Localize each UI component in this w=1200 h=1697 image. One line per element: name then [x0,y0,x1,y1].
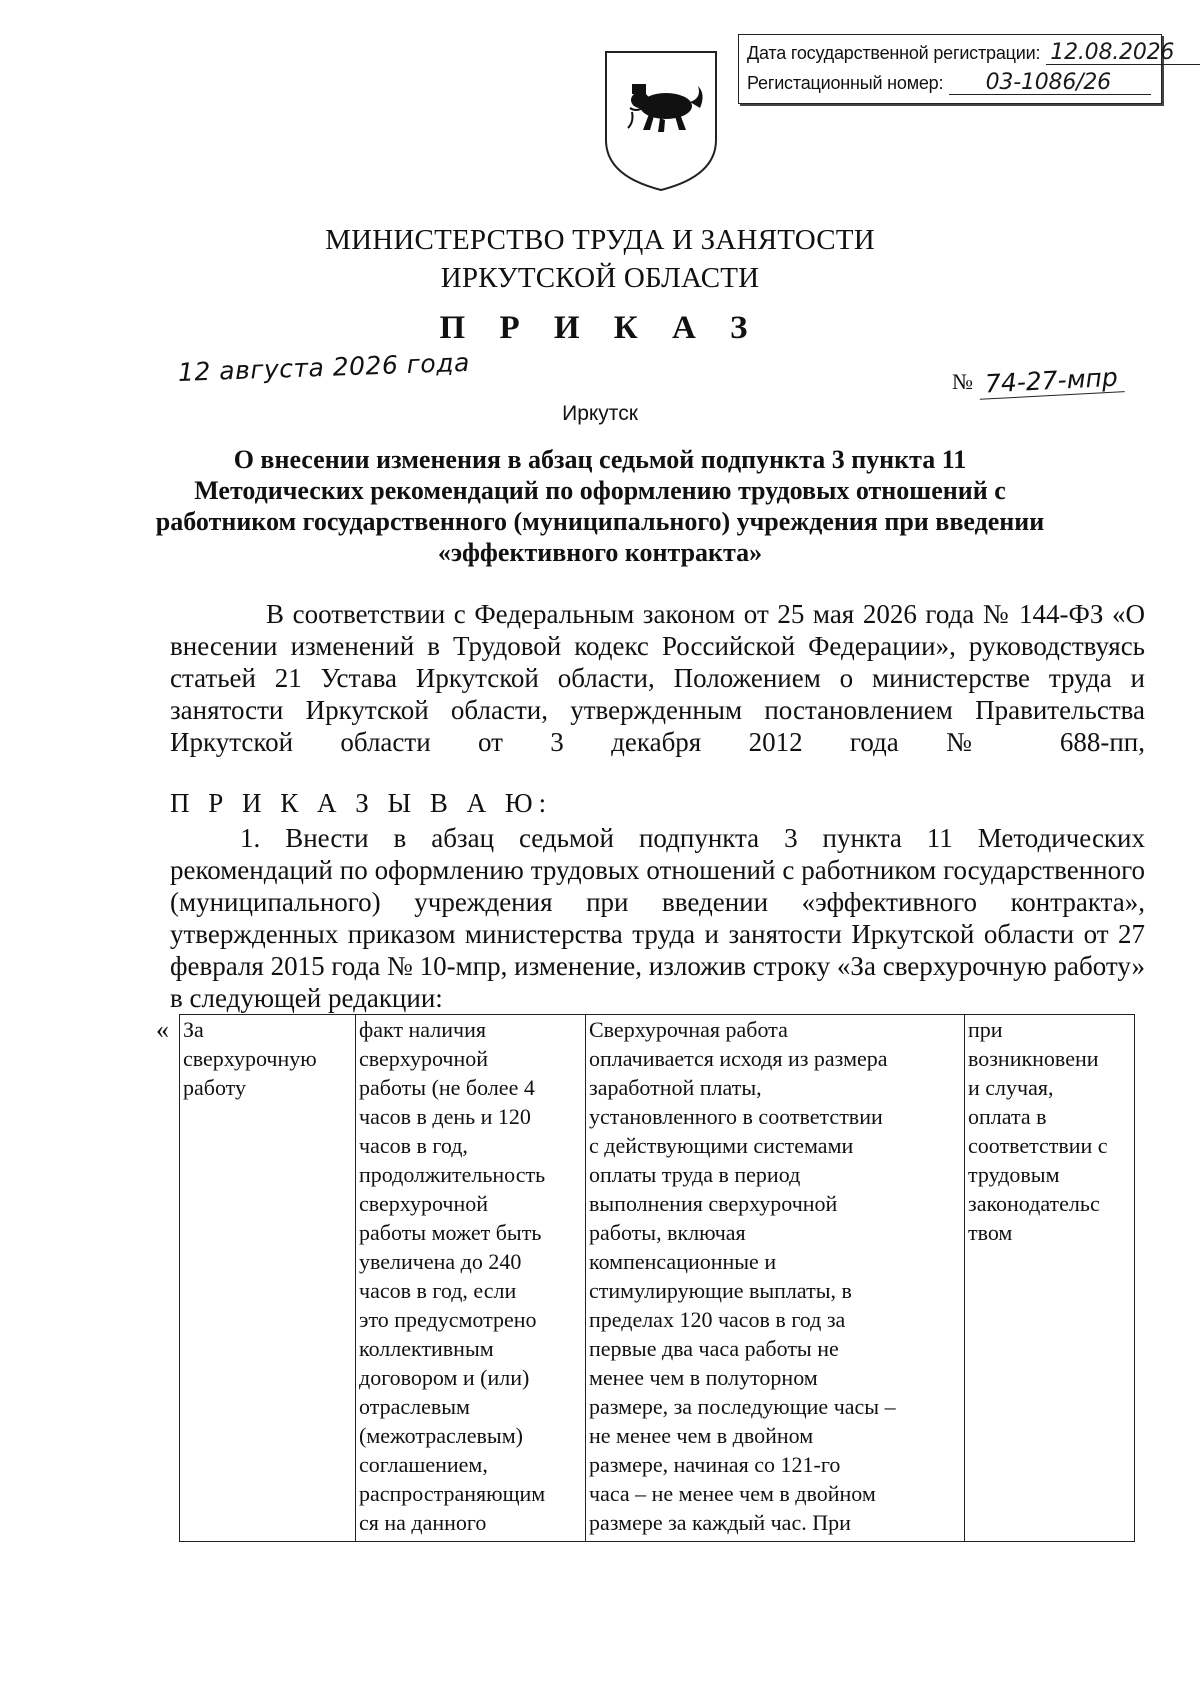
table-cell-line: ся на данного [359,1510,487,1535]
table-cell-line: сверхурочную [183,1046,317,1071]
table-cell-line: увеличена до 240 [359,1249,522,1274]
registration-number-value: 03-1086/26 [949,72,1151,95]
table-cell-line: (межотраслевым) [359,1423,523,1448]
table-cell-line: стимулирующие выплаты, в [589,1278,852,1303]
table-cell-line: размере за каждый час. При [589,1510,851,1535]
table-cell-line: сверхурочной [359,1191,488,1216]
registration-date-row [747,42,1200,65]
table-cell-line: сверхурочной [359,1046,488,1071]
order-subject-line: работником государственного (муниципального) учреждения при введении [155,507,1045,536]
city-name: Иркутск [562,402,638,425]
table-cell-line: и случая, [968,1075,1054,1100]
order-word: П Р И К А З Ы В А Ю: [170,788,553,818]
preamble-paragraph: В соответствии с Федеральным законом от 25 мая 2026 года № 144-ФЗ «О внесении изменений в Трудовой кодекс Российской Федерации», руководствуясь статьей 21 Устава Иркутской области, Положением о министерстве труда и занятости Иркутской области, утвержденным постановлением Правительства Иркутской области от 3 декабря 2012 года № 688-пп, [170,599,1145,757]
ministry-name-line2: ИРКУТСКОЙ ОБЛАСТИ [440,262,760,294]
table-cell-line: размере, начиная со 121-го [589,1452,841,1477]
table-cell-line: Сверхурочная работа [589,1017,788,1042]
table-cell-line: заработной платы, [589,1075,762,1100]
registration-stamp [738,34,1175,104]
table-cell-line: установленного в соответствии [589,1104,883,1129]
table-cell-line: За [183,1017,204,1042]
table-cell-line: первые два часа работы не [589,1336,839,1361]
order-subject-line: «эффективного контракта» [437,538,763,567]
table-cell-conditions [356,1015,586,1542]
table-cell-line: работы (не более 4 [359,1075,535,1100]
table-cell-line: это предусмотрено [359,1307,537,1332]
registration-date-label: Дата государственной регистрации: [747,43,1041,63]
ministry-name-line1: МИНИСТЕРСТВО ТРУДА И ЗАНЯТОСТИ [325,224,875,256]
table-cell-line: размере, за последующие часы – [589,1394,896,1419]
registration-number-row [747,72,1151,95]
table-cell-line: продолжительность [359,1162,546,1187]
table-cell-line: не менее чем в двойном [589,1423,814,1448]
amendment-table [179,1014,1135,1542]
table-cell-line: соответствии с [968,1133,1108,1158]
table-cell-line: трудовым [968,1162,1060,1187]
order-number-handwritten: 74-27-мпр [978,362,1124,400]
table-cell-periodicity [965,1015,1135,1542]
table-cell-line: работу [183,1075,246,1100]
table-cell-payment-type [180,1015,356,1542]
order-subject-line: О внесении изменения в абзац седьмой подпункта 3 пункта 11 [233,445,967,474]
order-number-prefix: № [952,369,973,394]
table-cell-line: распространяющим [359,1481,546,1506]
order-subject-line: Методических рекомендаций по оформлению трудовых отношений с [194,476,1006,505]
table-cell-line: часов в день и 120 [359,1104,531,1129]
table-cell-line: пределах 120 часов в год за [589,1307,846,1332]
table-cell-line: оплаты труда в период [589,1162,801,1187]
table-cell-line: договором и (или) [359,1365,530,1390]
table-cell-line: факт наличия [359,1017,486,1042]
item-1-paragraph: 1. Внести в абзац седьмой подпункта 3 пункта 11 Методических рекомендаций по оформлению трудовых отношений с работником государственного (муниципального) учреждения при введении «эффективного контракта», утвержденных приказом министерства труда и занятости Иркутской области от 27 февраля 2015 года № 10-мпр, изменение, изложив строку «За сверхурочную работу» в следующей редакции: [170,823,1145,1013]
table-cell-line: компенсационные и [589,1249,777,1274]
table-cell-line: часа – не менее чем в двойном [589,1481,876,1506]
table-cell-line: законодательс [968,1191,1100,1216]
registration-date-value: 12.08.2026 [1046,42,1200,65]
table-cell-line: с действующими системами [589,1133,854,1158]
order-date-handwritten: 12 августа 2026 года [177,347,471,387]
table-cell-line: твом [968,1220,1013,1245]
table-cell-line: оплачивается исходя из размера [589,1046,888,1071]
table-cell-line: часов в год, [359,1133,468,1158]
table-cell-line: коллективным [359,1336,494,1361]
registration-number-label: Регистационный номер: [747,73,944,93]
table-cell-line: возникновени [968,1046,1099,1071]
table-cell-line: соглашением, [359,1452,488,1477]
table-cell-line: отраслевым [359,1394,470,1419]
table-cell-line: оплата в [968,1104,1047,1129]
table-cell-line: часов в год, если [359,1278,517,1303]
order-number [952,362,1124,399]
table-cell-line: менее чем в полуторном [589,1365,818,1390]
table-cell-line: выполнения сверхурочной [589,1191,838,1216]
table-cell-line: работы, включая [589,1220,746,1245]
table-row [180,1015,1135,1542]
document-type-title: П Р И К А З [439,310,761,346]
table-cell-line: при [968,1017,1003,1042]
table-cell-payment-amount [586,1015,965,1542]
opening-quote-mark: « [156,1015,169,1044]
order-subject [0,444,1200,568]
table-cell-line: работы может быть [359,1220,542,1245]
coat-of-arms-emblem [602,48,720,194]
